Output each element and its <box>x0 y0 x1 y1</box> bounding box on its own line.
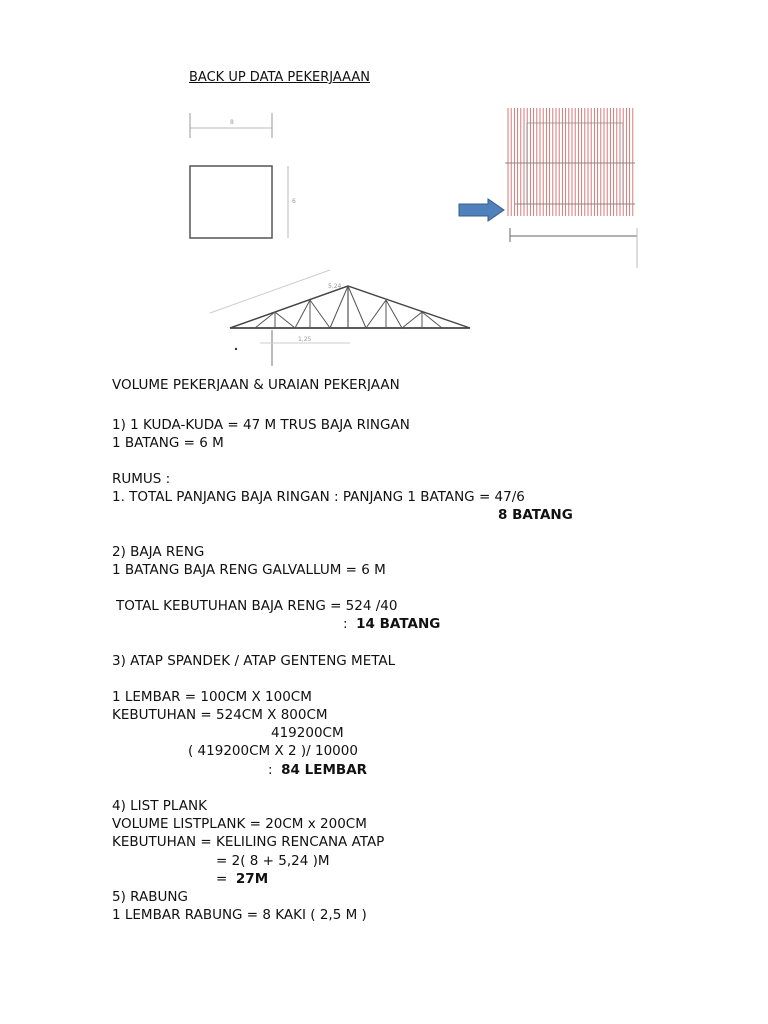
text-line: RUMUS : <box>112 471 171 487</box>
result-value: 27M <box>235 871 269 887</box>
text-line: ( 419200CM X 2 )/ 10000 <box>188 743 358 759</box>
item-3-heading: 3) ATAP SPANDEK / ATAP GENTENG METAL <box>112 653 396 669</box>
roof-sheet-drawing <box>505 108 655 268</box>
svg-text:6: 6 <box>292 198 296 205</box>
text-line: 1 LEMBAR RABUNG = 8 KAKI ( 2,5 M ) <box>112 907 367 923</box>
item-1-heading: 1) 1 KUDA-KUDA = 47 M TRUS BAJA RINGAN <box>112 417 410 433</box>
result-value: 84 LEMBAR <box>281 762 368 778</box>
svg-text:5,24: 5,24 <box>328 283 342 290</box>
result-value: 14 BATANG <box>356 616 441 632</box>
result-line: : 14 BATANG <box>343 616 441 632</box>
text-line: = 2( 8 + 5,24 )M <box>216 853 330 869</box>
text-line: 1 BATANG = 6 M <box>112 435 224 451</box>
item-5-heading: 5) RABUNG <box>112 889 188 905</box>
text-line: 419200CM <box>271 725 344 741</box>
svg-text:8: 8 <box>230 119 234 126</box>
text-line: TOTAL KEBUTUHAN BAJA RENG = 524 /40 <box>116 598 398 614</box>
item-4-heading: 4) LIST PLANK <box>112 798 207 814</box>
text-line: KEBUTUHAN = KELILING RENCANA ATAP <box>112 834 385 850</box>
text-line: 1 LEMBAR = 100CM X 100CM <box>112 689 312 705</box>
text-line: 1 BATANG BAJA RENG GALVALLUM = 6 M <box>112 562 386 578</box>
section-heading: VOLUME PEKERJAAN & URAIAN PEKERJAAN <box>112 378 400 391</box>
truss-drawing <box>200 258 490 368</box>
svg-text:1,25: 1,25 <box>298 336 312 343</box>
item-2-heading: 2) BAJA RENG <box>112 544 205 560</box>
result-line: = 27M <box>216 871 269 887</box>
document-title: BACK UP DATA PEKERJAAAN <box>189 70 370 85</box>
text-line: VOLUME LISTPLANK = 20CM x 200CM <box>112 816 367 832</box>
text-line: KEBUTUHAN = 524CM X 800CM <box>112 707 328 723</box>
arrow-right-icon <box>458 198 506 222</box>
result-line: : 84 LEMBAR <box>268 762 368 778</box>
result-value: 8 BATANG <box>498 507 573 523</box>
plan-square-drawing <box>180 108 300 248</box>
text-line: 1. TOTAL PANJANG BAJA RINGAN : PANJANG 1 BATANG = 47/6 <box>112 489 525 505</box>
